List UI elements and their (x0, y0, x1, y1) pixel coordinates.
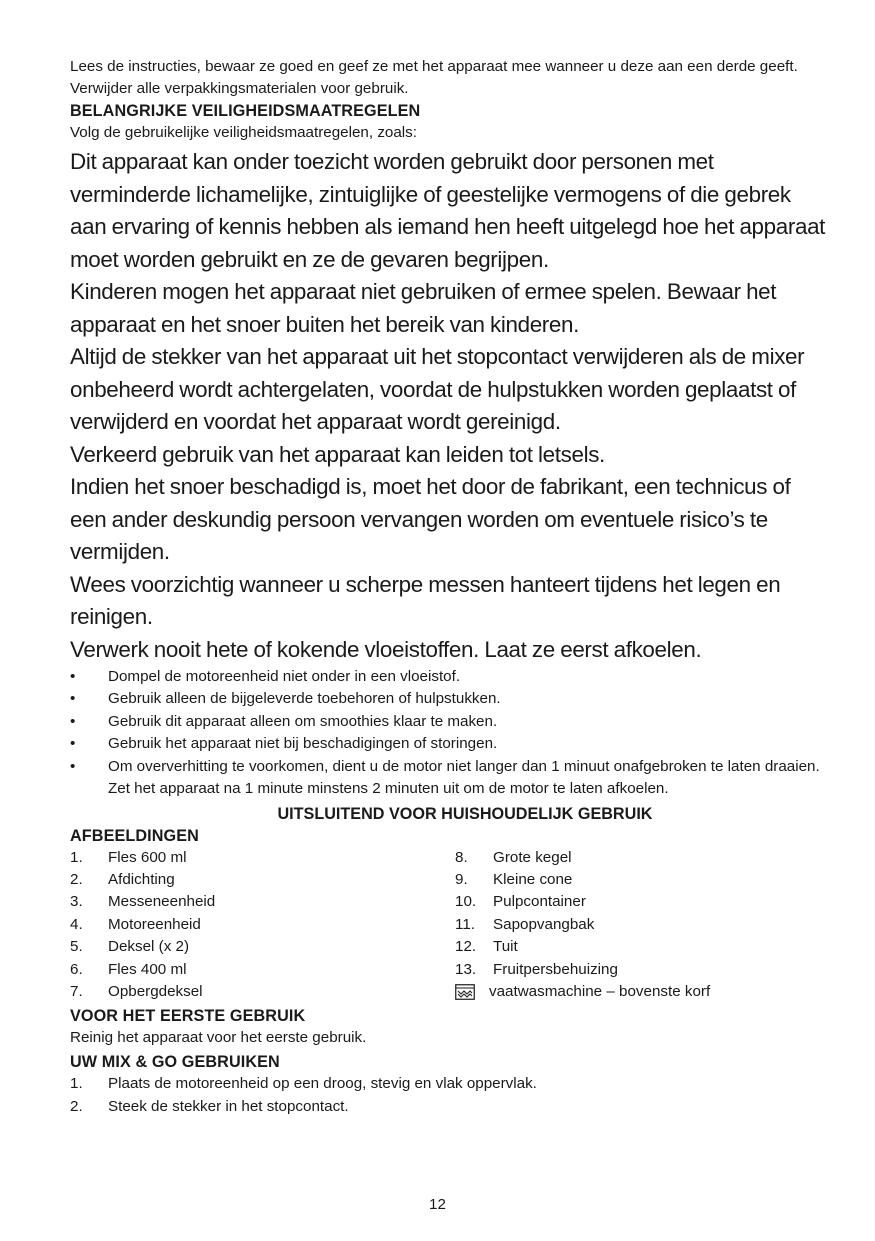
list-item (70, 711, 830, 734)
safety-paragraph: Altijd de stekker van het apparaat uit het stopcontact verwijderen als de mixer onbeheerd wordt achtergelaten, voordat de hulpstukken worden geplaatst of verwijderd en voordat het apparaat wordt gereinigd. (70, 344, 805, 434)
household-notice: UITSLUITEND VOOR HUISHOUDELIJK GEBRUIK (277, 804, 653, 823)
bullet-symbol: • (70, 712, 76, 730)
list-item (455, 959, 710, 981)
list-item (455, 891, 710, 913)
figures-heading: AFBEELDINGEN (70, 826, 199, 845)
list-item (455, 869, 710, 891)
list-item (70, 733, 830, 756)
item-number: 13. (455, 960, 477, 978)
list-item (70, 981, 455, 1003)
figures-left-column (70, 847, 455, 1004)
item-label: Tuit (493, 938, 518, 956)
item-number: 4. (70, 915, 83, 933)
bullet-symbol: • (70, 735, 76, 752)
safety-heading: BELANGRIJKE VEILIGHEIDSMAATREGELEN (70, 102, 421, 120)
first-use-text: Reinig het apparaat voor het eerste gebruik. (70, 1029, 367, 1047)
dishwasher-note: vaatwasmachine – bovenste korf (489, 982, 711, 1000)
list-item (70, 914, 455, 936)
usage-steps (70, 1073, 830, 1118)
bullet-text: Dompel de motoreenheid niet onder in een vloeistof. (108, 667, 461, 685)
bullet-text: Gebruik het apparaat niet bij beschadigingen of storingen. (108, 735, 498, 752)
bullet-symbol: • (70, 667, 76, 685)
dishwasher-note-row (455, 981, 710, 1003)
item-number: 2. (70, 870, 83, 888)
list-item (70, 959, 455, 981)
usage-heading: UW MIX & GO GEBRUIKEN (70, 1053, 280, 1072)
bullet-text: Gebruik dit apparaat alleen om smoothies klaar te maken. (108, 712, 498, 730)
item-number: 12. (455, 938, 477, 956)
step-number: 2. (70, 1097, 83, 1115)
list-item (70, 1096, 830, 1119)
item-label: Sapopvangbak (493, 915, 595, 933)
step-text: Plaats de motoreenheid op een droog, stevig en vlak oppervlak. (108, 1075, 537, 1093)
item-label: Fles 400 ml (108, 960, 187, 978)
item-label: Motoreenheid (108, 915, 201, 933)
item-label: Fles 600 ml (108, 848, 187, 866)
item-number: 5. (70, 938, 83, 956)
item-label: Kleine cone (493, 870, 573, 888)
first-use-heading: VOOR HET EERSTE GEBRUIK (70, 1007, 306, 1026)
list-item (70, 891, 455, 913)
step-text: Steek de stekker in het stopcontact. (108, 1097, 349, 1115)
bullet-text: Om oververhitting te voorkomen, dient u de motor niet langer dan 1 minuut onafgebroken te laten draaien. Zet het apparaat na 1 minute minstens 2 minuten uit om de motor te laten afkoelen. (108, 757, 820, 797)
list-item (70, 688, 830, 711)
safety-subtitle: Volg de gebruikelijke veiligheidsmaatregelen, zoals: (70, 124, 417, 141)
manual-page (70, 56, 830, 1118)
item-label: Deksel (x 2) (108, 938, 190, 956)
item-label: Opbergdeksel (108, 982, 203, 1000)
list-item (70, 1073, 830, 1096)
safety-paragraph: Kinderen mogen het apparaat niet gebruiken of ermee spelen. Bewaar het apparaat en het snoer buiten het bereik van kinderen. (70, 279, 777, 337)
item-label: Grote kegel (493, 848, 572, 866)
list-item (70, 666, 830, 689)
safety-paragraph: Indien het snoer beschadigd is, moet het door de fabrikant, een technicus of een ander deskundig persoon vervangen worden om eventuele risico’s te vermijden. (70, 474, 791, 564)
list-item (455, 847, 710, 869)
list-item (70, 756, 830, 801)
page-number: 12 (429, 1196, 446, 1213)
item-number: 3. (70, 893, 83, 911)
item-label: Fruitpersbehuizing (493, 960, 618, 978)
item-number: 11. (455, 915, 475, 933)
item-number: 1. (70, 848, 83, 866)
safety-paragraph: Wees voorzichtig wanneer u scherpe messen hanteert tijdens het legen en reinigen. (70, 571, 781, 629)
bullet-text: Gebruik alleen de bijgeleverde toebehoren of hulpstukken. (108, 690, 501, 707)
list-item (455, 936, 710, 958)
safety-paragraph: Dit apparaat kan onder toezicht worden gebruikt door personen met verminderde lichamelijke, zintuiglijke of geestelijke vermogens of die gebrek aan ervaring of kennis hebben als iemand hen heeft uitgelegd hoe het apparaat moet worden gebruikt en ze de gevaren begrijpen. (70, 149, 826, 272)
safety-bullet-list (70, 666, 830, 801)
item-label: Afdichting (108, 870, 175, 888)
bullet-symbol: • (70, 690, 76, 707)
bullet-symbol: • (70, 757, 76, 775)
safety-paragraph: Verwerk nooit hete of kokende vloeistoffen. Laat ze eerst afkoelen. (70, 636, 702, 662)
list-item (455, 914, 710, 936)
item-label: Pulpcontainer (493, 893, 586, 911)
dishwasher-icon (455, 984, 475, 1000)
item-label: Messeneenheid (108, 893, 216, 911)
item-number: 9. (455, 870, 468, 888)
list-item (70, 847, 455, 869)
item-number: 7. (70, 982, 83, 1000)
list-item (70, 869, 455, 891)
item-number: 8. (455, 848, 468, 866)
list-item (70, 936, 455, 958)
safety-paragraph: Verkeerd gebruik van het apparaat kan leiden tot letsels. (70, 441, 605, 467)
intro-text: Lees de instructies, bewaar ze goed en geef ze met het apparaat mee wanneer u deze aan een derde geeft. Verwijder alle verpakkingsmaterialen voor gebruik. (70, 58, 798, 97)
item-number: 6. (70, 960, 83, 978)
safety-large-paragraphs (70, 146, 830, 666)
item-number: 10. (455, 893, 477, 911)
figures-right-column (455, 847, 710, 1004)
step-number: 1. (70, 1075, 83, 1093)
figures-list (70, 847, 830, 1004)
